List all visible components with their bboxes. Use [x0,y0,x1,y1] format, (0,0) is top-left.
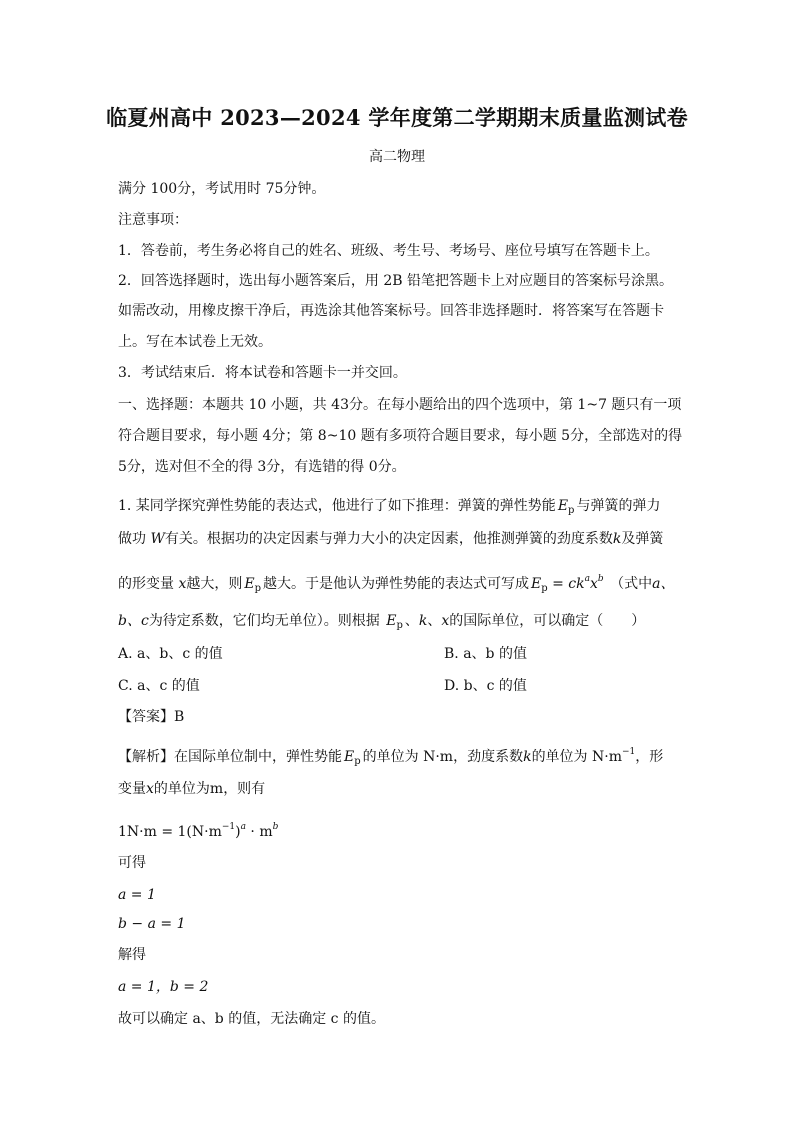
equation-units: $1N\cdot m = 1(N\cdot m^{-1})^a \cdot m^b$ [118,822,279,840]
section-intro-line-3: 5分，选对但不全的得 3分，有选错的得 0分。 [118,459,406,475]
symbol-k: k [612,531,622,547]
analysis-l2-c: ，则有 [223,781,266,797]
question-1-line-4 [118,612,678,635]
analysis-l1-d: 的单位为 [531,749,588,765]
question-1-line-1 [118,497,678,520]
symbol-w: W [150,531,165,547]
score-time-text: 满分 100分，考试用时 75分钟。 [118,181,326,197]
unit-meter: m [209,781,224,797]
equation-a-eq-1: a = 1 [118,887,156,903]
exponent-minus-one: −1 [221,822,236,832]
ep-symbol: $E_p$ [386,613,403,631]
option-a: A. a、b、c 的值 [118,646,223,662]
symbol-x: x [146,781,154,797]
analysis-l1-c: ，劲度系数 [453,749,524,765]
ep-symbol: $E_p$ [557,498,575,516]
conclusion-text: 故可以确定 a、b 的值，无法确定 c 的值。 [118,1011,385,1027]
option-b: B. a、b 的值 [444,646,527,662]
exponent-a: a [240,822,246,832]
note-3: 3．考试结束后．将本试卷和答题卡一并交回。 [118,365,407,381]
q1-l3-b: 越大，则 [186,576,243,592]
q1-l4-e: 的国际单位，可以确定（ ） [449,613,646,629]
note-2-line-3: 上。写在本试卷上无效。 [118,334,272,350]
analysis-l1-b: 的单位为 [362,749,419,765]
q1-l2-a: 做功 [118,531,146,547]
exam-title: 临夏州高中 2023—2024 学年度第二学期期末质量监测试卷 [106,105,688,130]
q1-l4-a: b、c [118,613,149,629]
unit-newton-per-meter: N·m [592,749,622,765]
note-2-line-2: 如需改动，用橡皮擦干净后，再选涂其他答案标号。回答非选择题时．将答案写在答题卡 [118,303,664,319]
q1-l3-c: 越大。于是他认为弹性势能的表达式可写成 [263,576,529,592]
section-intro-line-1: 一、选择题：本题共 10 小题，共 43分。在每小题给出的四个选项中，第 1~7 题只有一项 [118,397,682,413]
answer-label: 【答案】B [118,709,185,725]
jiede-text: 解得 [118,947,146,963]
unit-newton-meter: N·m [423,749,454,765]
q1-l3-a: 的形变量 [118,576,174,592]
symbol-x: x [178,576,187,592]
q1-l3-d: （式中 [610,576,653,592]
symbol-k: k [418,613,428,629]
question-1-line-3 [118,570,678,598]
q1-l4-d: 、 [427,613,442,629]
ep-symbol: $E_p$ [244,576,261,594]
option-d: D. b、c 的值 [444,678,527,694]
note-1: 1．答卷前，考生务必将自己的姓名、班级、考生号、考场号、座位号填写在答题卡上。 [118,243,659,259]
q1-l3-e: a、 [652,576,675,592]
q1-l4-b: 为待定系数，它们均无单位）。则根据 [148,613,380,629]
option-c: C. a、c 的值 [118,678,200,694]
q1-text-b: 与弹簧的弹力 [576,498,661,514]
exam-subtitle: 高二物理 [369,149,425,165]
q1-l2-c: 及弹簧 [621,531,664,547]
analysis-l1-a: 【解析】在国际单位制中，弹性势能 [118,749,342,765]
analysis-l2-b: 的单位为 [153,781,210,797]
q1-l4-c: 、 [404,613,419,629]
section-intro-line-2: 符合题目要求，每小题 4分；第 8~10 题有多项符合题目要求，每小题 5分，全部选对的得 [118,428,683,444]
q1-l2-b: 有关。根据功的决定因素与弹力大小的决定因素，他推测弹簧的劲度系数 [164,531,613,547]
question-1-line-2 [118,530,678,548]
analysis-line-2 [118,780,678,798]
keyi-text: 可得 [118,855,146,871]
equation-units-main: 1N·m = 1(N·m [118,824,222,840]
ep-formula: $E_p = ck^ax^b$ [531,574,604,594]
exponent-b: b [272,822,279,832]
analysis-l1-e: ，形 [635,749,664,765]
note-2-line-1: 2．回答选择题时，选出每小题答案后，用 2B 铅笔把答题卡上对应题目的答案标号涂黑。 [118,273,674,289]
analysis-line-1 [118,743,678,771]
q1-text-a: 1. 某同学探究弹性势能的表达式，他进行了如下推理：弹簧的弹性势能 [118,498,556,514]
equation-b-minus-a: b − a = 1 [118,916,186,932]
notes-heading: 注意事项： [118,212,188,228]
analysis-l2-a: 变量 [118,781,146,797]
equation-solution: a = 1，b = 2 [118,979,209,995]
symbol-k: k [523,749,532,765]
symbol-x: x [441,613,450,629]
exponent-minus-one: −1 [622,747,636,757]
ep-symbol: $E_p$ [344,749,361,767]
